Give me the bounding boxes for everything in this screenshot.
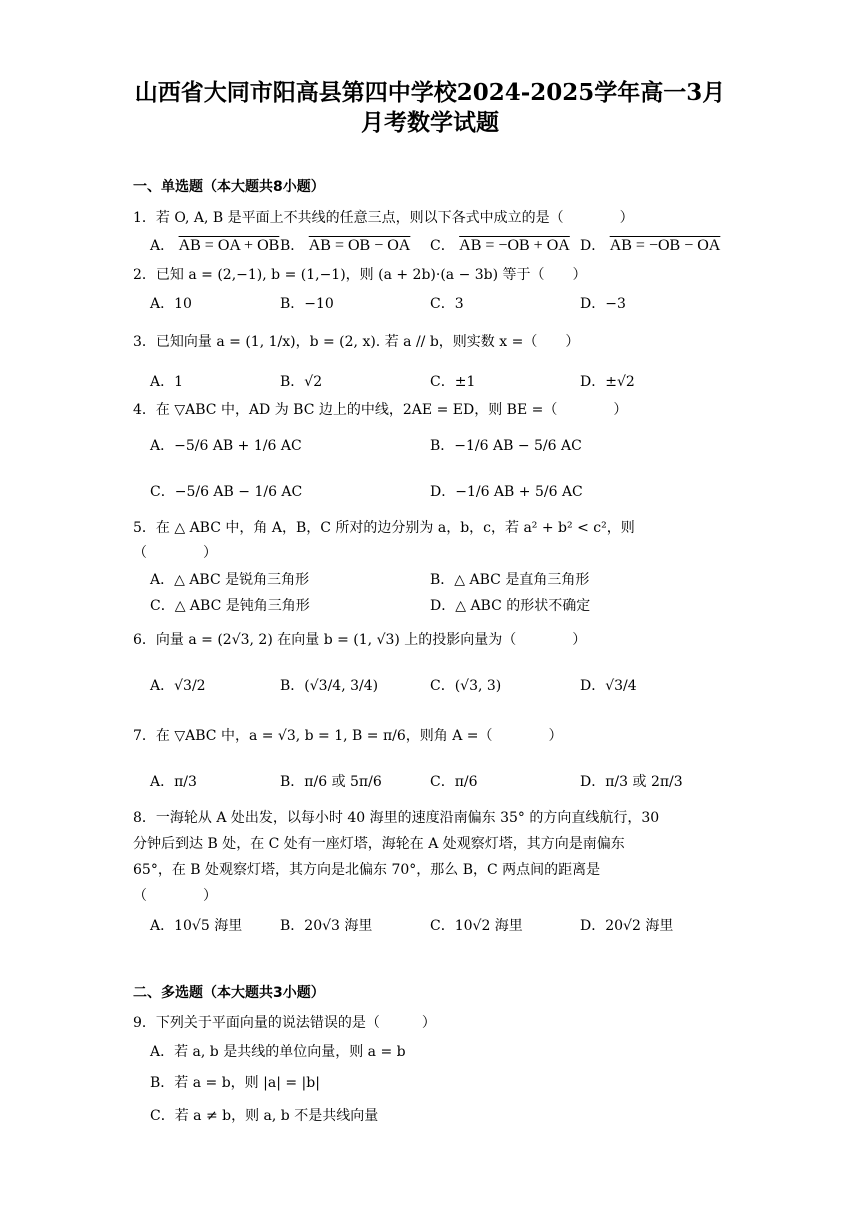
q3-option-c[interactable]: C．±1	[430, 374, 476, 390]
q4-option-d[interactable]: D．−1/6 AB + 5/6 AC	[430, 484, 583, 500]
q5-option-c[interactable]: C．△ ABC 是钝角三角形	[150, 598, 310, 614]
q6-option-c[interactable]: C．(√3, 3)	[430, 678, 502, 694]
q5-option-b[interactable]: B．△ ABC 是直角三角形	[430, 572, 590, 588]
q4-option-c[interactable]: C．−5/6 AB − 1/6 AC	[150, 484, 303, 500]
q1-option-b-label: B．	[280, 238, 305, 254]
question-8-paren: （ ）	[133, 888, 217, 904]
q4-option-a[interactable]: A．−5/6 AB + 1/6 AC	[150, 438, 302, 454]
q2-option-a[interactable]: A．10	[150, 296, 192, 312]
q1-option-c[interactable]	[430, 236, 570, 256]
q1-option-d-label: D．	[580, 238, 606, 254]
q6-option-a[interactable]: A．√3/2	[150, 678, 206, 694]
question-8-line-1: 8．一海轮从 A 处出发，以每小时 40 海里的速度沿南偏东 35° 的方向直线航行，30	[133, 810, 660, 826]
q9-option-b[interactable]: B．若 a = b，则 |a| = |b|	[150, 1075, 320, 1091]
q2-option-c[interactable]: C．3	[430, 296, 464, 312]
q1-option-c-label: C．	[430, 238, 455, 254]
question-7: 7．在 ▽ABC 中，a = √3, b = 1, B = π/6，则角 A =（ ）	[133, 728, 563, 744]
q3-option-a[interactable]: A．1	[150, 374, 184, 390]
question-2: 2．已知 a = (2,−1), b = (1,−1)，则 (a + 2b)·(a − 3b) 等于（ ）	[133, 267, 587, 283]
q2-option-b[interactable]: B．−10	[280, 296, 334, 312]
question-5-paren: （ ）	[133, 545, 217, 561]
q7-option-d[interactable]: D．π/3 或 2π/3	[580, 774, 683, 790]
q8-option-c[interactable]: C．10√2 海里	[430, 918, 523, 934]
q9-option-a[interactable]: A．若 a, b 是共线的单位向量，则 a = b	[150, 1044, 406, 1060]
q2-option-d[interactable]: D．−3	[580, 296, 626, 312]
q7-option-c[interactable]: C．π/6	[430, 774, 478, 790]
q7-option-b[interactable]: B．π/6 或 5π/6	[280, 774, 382, 790]
question-8-line-3: 65°，在 B 处观察灯塔，其方向是北偏东 70°，那么 B，C 两点间的距离是	[133, 862, 601, 878]
question-5: 5．在 △ ABC 中，角 A，B，C 所对的边分别为 a，b，c，若 a² + b² < c²，则	[133, 520, 635, 536]
question-3: 3．已知向量 a = (1, 1/x)，b = (2, x). 若 a // b，则实数 x =（ ）	[133, 334, 580, 350]
q6-option-b[interactable]: B．(√3/4, 3/4)	[280, 678, 379, 694]
q7-option-a[interactable]: A．π/3	[150, 774, 197, 790]
q3-option-d[interactable]: D．±√2	[580, 374, 635, 390]
section-multi-choice-title: 二、多选题（本大题共3小题）	[133, 985, 325, 1001]
question-1: 1．若 O, A, B 是平面上不共线的任意三点，则以下各式中成立的是（ ）	[133, 210, 634, 226]
page-title: 山西省大同市阳高县第四中学校2024-2025学年高一3月	[134, 79, 726, 106]
page-subtitle: 月考数学试题	[361, 109, 499, 136]
q1-option-a-label: A．	[150, 238, 175, 254]
q1-option-b[interactable]	[280, 236, 410, 256]
question-8-line-2: 分钟后到达 B 处，在 C 处有一座灯塔，海轮在 A 处观察灯塔，其方向是南偏东	[133, 836, 625, 852]
q8-option-d[interactable]: D．20√2 海里	[580, 918, 674, 934]
q6-option-d[interactable]: D．√3/4	[580, 678, 637, 694]
q5-option-d[interactable]: D．△ ABC 的形状不确定	[430, 598, 591, 614]
q1-option-d[interactable]	[580, 236, 720, 256]
q8-option-b[interactable]: B．20√3 海里	[280, 918, 373, 934]
section-single-choice-title: 一、单选题（本大题共8小题）	[133, 179, 325, 195]
q1-option-d-expr: AB = −OB − OA	[609, 237, 721, 254]
q1-option-c-expr: AB = −OB + OA	[459, 237, 570, 254]
question-9: 9．下列关于平面向量的说法错误的是（ ）	[133, 1015, 436, 1031]
q1-option-a[interactable]	[150, 236, 279, 256]
q5-option-a[interactable]: A．△ ABC 是锐角三角形	[150, 572, 310, 588]
q1-option-a-expr: AB = OA + OB	[178, 237, 280, 254]
q4-option-b[interactable]: B．−1/6 AB − 5/6 AC	[430, 438, 582, 454]
question-4: 4．在 ▽ABC 中，AD 为 BC 边上的中线，2AE = ED，则 BE =（ ）	[133, 402, 628, 418]
q8-option-a[interactable]: A．10√5 海里	[150, 918, 243, 934]
q9-option-c[interactable]: C．若 a ≠ b，则 a, b 不是共线向量	[150, 1108, 379, 1124]
q3-option-b[interactable]: B．√2	[280, 374, 323, 390]
q1-option-b-expr: AB = OB − OA	[308, 237, 411, 254]
question-6: 6．向量 a = (2√3, 2) 在向量 b = (1, √3) 上的投影向量为（ ）	[133, 632, 587, 648]
